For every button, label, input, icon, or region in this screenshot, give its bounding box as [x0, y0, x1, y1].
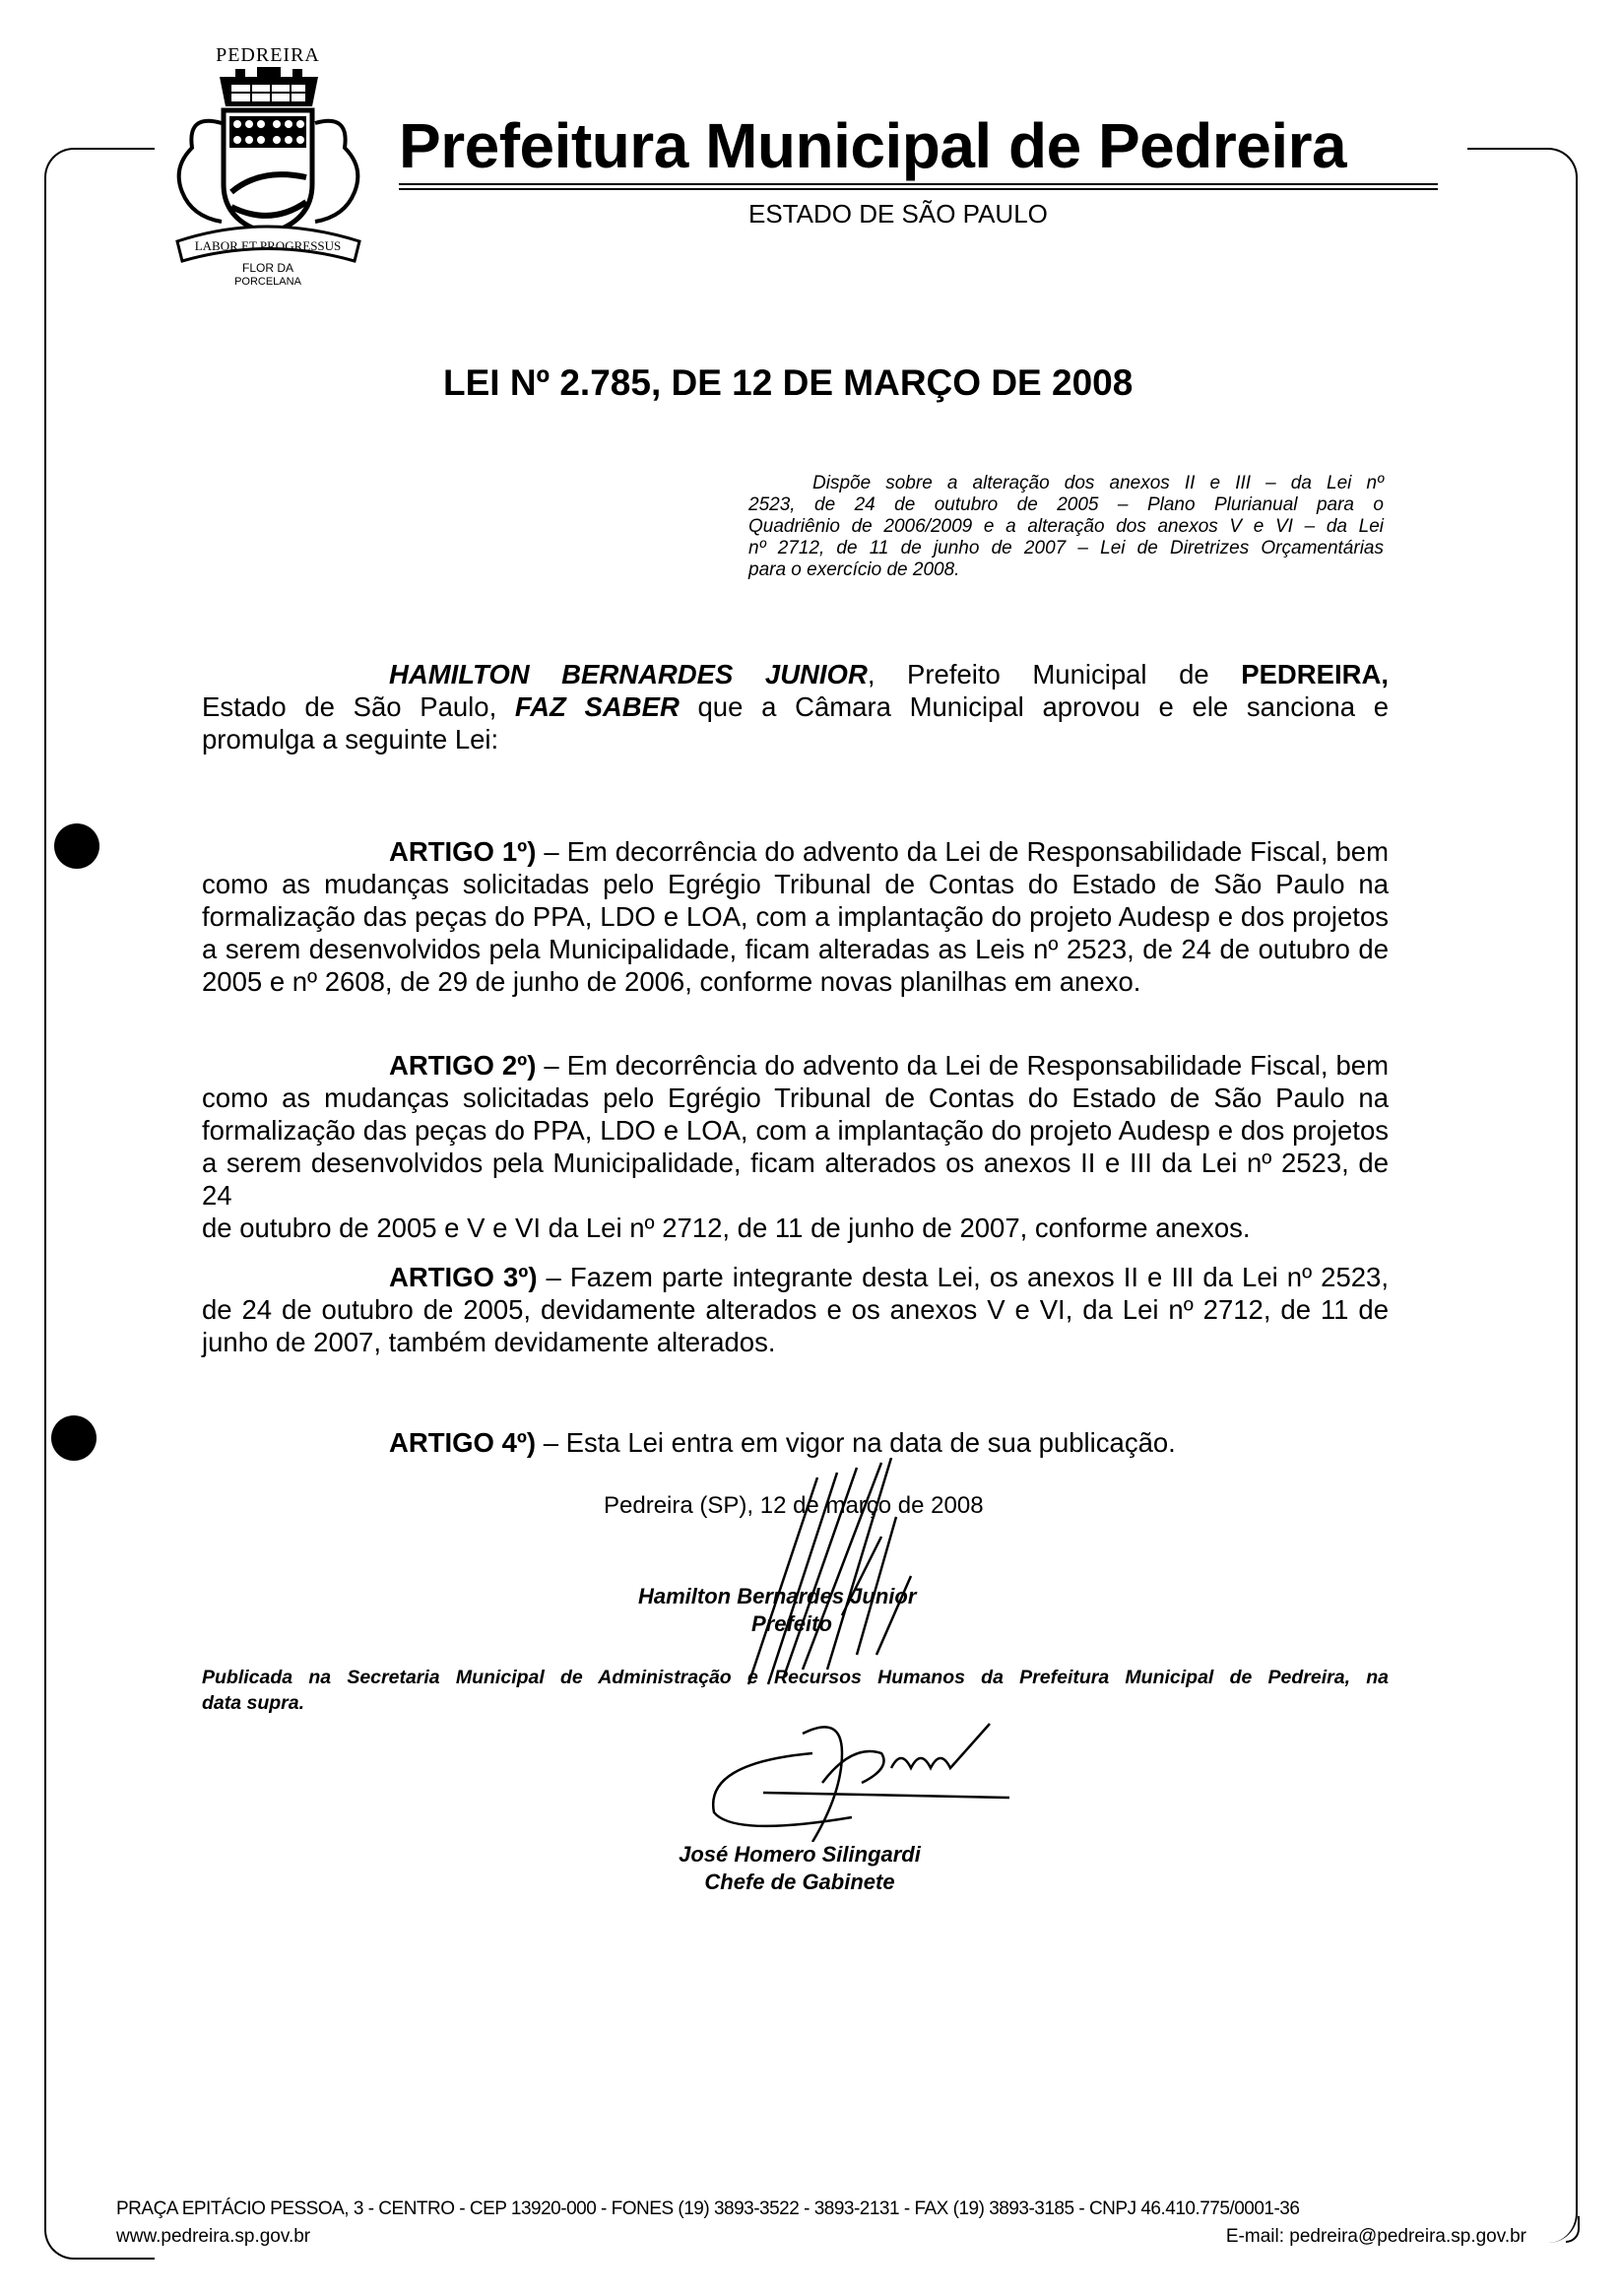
summary-line: 2523, de 24 de outubro de 2005 – Plano Plurianual para o — [748, 494, 1384, 515]
article-text: formalização das peças do PPA, LDO e LOA, com a implantação do projeto Audesp e dos projetos — [202, 901, 1389, 932]
footer-website[interactable]: www.pedreira.sp.gov.br — [116, 2226, 311, 2247]
article-text: a serem desenvolvidos pela Municipalidade, ficam alterados os anexos II e III da Lei nº 2523, de 24 — [202, 1148, 1389, 1211]
date-line: Pedreira (SP), 12 de março de 2008 — [604, 1492, 984, 1519]
article-text: – Em decorrência do advento da Lei de Responsabilidade Fiscal, bem — [536, 1050, 1389, 1081]
frame-left — [44, 148, 155, 2260]
preamble-text: promulga a seguinte Lei: — [202, 724, 499, 754]
header-subtitle: ESTADO DE SÃO PAULO — [748, 199, 1048, 229]
article-text: de outubro de 2005 e V e VI da Lei nº 2712, de 11 de junho de 2007, conforme anexos. — [202, 1213, 1251, 1243]
article-4 — [202, 1426, 1389, 1459]
article-text: de 24 de outubro de 2005, devidamente alterados e os anexos V e VI, da Lei nº 2712, de 11 de — [202, 1294, 1389, 1325]
article-label: ARTIGO 1º) — [389, 836, 537, 867]
preamble-text: , Prefeito Municipal de — [867, 659, 1242, 689]
law-summary — [748, 473, 1384, 581]
chief-role: Chefe de Gabinete — [704, 1870, 895, 1894]
summary-line: nº 2712, de 11 de junho de 2007 – Lei de Diretrizes Orçamentárias — [748, 538, 1384, 558]
mayor-name-signed: Hamilton Bernardes Junior — [638, 1584, 917, 1608]
summary-line: Dispõe sobre a alteração dos anexos II e III – da Lei nº — [812, 473, 1384, 493]
article-text: a serem desenvolvidos pela Municipalidade, ficam alteradas as Leis nº 2523, de 24 de outubro de — [202, 934, 1389, 964]
article-text: junho de 2007, também devidamente alterados. — [202, 1327, 776, 1357]
article-text: 2005 e nº 2608, de 29 de junho de 2006, conforme novas planilhas em anexo. — [202, 966, 1141, 997]
article-text: – Fazem parte integrante desta Lei, os anexos II e III da Lei nº 2523, — [537, 1262, 1389, 1292]
law-title: LEI Nº 2.785, DE 12 DE MARÇO DE 2008 — [443, 362, 1134, 403]
article-text: formalização das peças do PPA, LDO e LOA, com a implantação do projeto Audesp e dos projetos — [202, 1115, 1389, 1146]
article-label: ARTIGO 4º) — [389, 1427, 537, 1458]
logo-bottom-text-2: PORCELANA — [234, 276, 301, 286]
preamble-text: que a Câmara Municipal aprovou e ele sanciona e — [679, 691, 1389, 722]
article-text: como as mudanças solicitadas pelo Egrégio Tribunal de Contas do Estado de São Paulo na — [202, 869, 1389, 899]
article-3 — [202, 1261, 1389, 1358]
article-text: como as mudanças solicitadas pelo Egrégio Tribunal de Contas do Estado de São Paulo na — [202, 1082, 1389, 1113]
preamble-text: Estado de São Paulo, — [202, 691, 515, 722]
faz-saber: FAZ SABER — [514, 691, 680, 722]
article-text: – Em decorrência do advento da Lei de Responsabilidade Fiscal, bem — [536, 836, 1389, 867]
mayor-signature — [709, 1458, 965, 1699]
logo-motto: LABOR ET PROGRESSUS — [194, 238, 342, 253]
header-underline — [399, 183, 1438, 190]
article-1 — [202, 835, 1389, 998]
chief-signature — [694, 1714, 1019, 1847]
article-label: ARTIGO 3º) — [389, 1262, 538, 1292]
publication-note — [202, 1665, 1389, 1716]
city-name: PEDREIRA, — [1241, 659, 1389, 689]
punch-hole — [51, 1415, 97, 1461]
frame-right-foot — [1566, 2216, 1580, 2243]
article-2 — [202, 1049, 1389, 1244]
punch-hole — [54, 823, 99, 869]
footer-email[interactable]: E-mail: pedreira@pedreira.sp.gov.br — [1225, 2226, 1526, 2247]
coat-of-arms-logo — [162, 30, 374, 286]
logo-top-text: PEDREIRA — [216, 44, 320, 66]
summary-line: Quadriênio de 2006/2009 e a alteração dos anexos V e VI – da Lei — [748, 516, 1384, 537]
footer-address: PRAÇA EPITÁCIO PESSOA, 3 - CENTRO - CEP 13920-000 - FONES (19) 3893-3522 - 3893-2131 - FAX (19) 3893-3185 - CNPJ 46.410.775/0001-36 — [116, 2198, 1300, 2219]
header-title: Prefeitura Municipal de Pedreira — [399, 110, 1347, 181]
article-label: ARTIGO 2º) — [389, 1050, 537, 1081]
logo-bottom-text-1: FLOR DA — [241, 261, 294, 275]
mayor-role: Prefeito — [751, 1611, 832, 1636]
article-text: – Esta Lei entra em vigor na data de sua publicação. — [536, 1427, 1176, 1458]
summary-line: para o exercício de 2008. — [748, 559, 960, 580]
preamble — [202, 658, 1389, 755]
publication-line: Publicada na Secretaria Municipal de Administração e Recursos Humanos da Prefeitura Municipal de Pedreira, na — [202, 1667, 1389, 1688]
mayor-name: HAMILTON BERNARDES JUNIOR — [389, 659, 868, 689]
publication-line: data supra. — [202, 1692, 305, 1714]
frame-right — [1467, 148, 1578, 2243]
chief-name: José Homero Silingardi — [679, 1842, 921, 1867]
